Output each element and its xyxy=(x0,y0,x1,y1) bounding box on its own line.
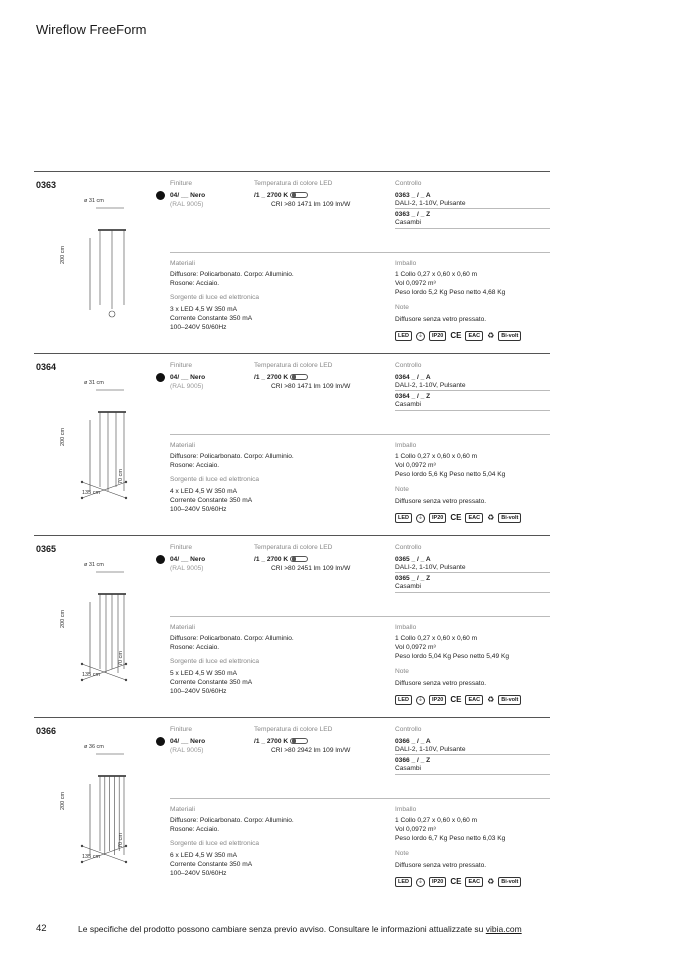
control-divider-2 xyxy=(395,774,550,775)
control-z-desc: Casambi xyxy=(395,219,422,226)
finish-swatch-black[interactable] xyxy=(156,737,165,746)
certification-icons xyxy=(395,331,521,341)
led-icon: LED xyxy=(395,331,412,341)
pack-volume: Vol 0,0972 m³ xyxy=(395,826,436,833)
ce-icon: CE xyxy=(450,695,462,704)
temp-code: /1 _ 2700 K xyxy=(254,738,289,745)
control-a-code: 0366 _ / _ A xyxy=(395,738,431,745)
product-block xyxy=(34,171,550,353)
eac-icon: EAC xyxy=(465,331,483,341)
materials-heading: Materiali xyxy=(170,624,195,631)
bivolt-icon: Bi-volt xyxy=(498,695,521,705)
section-divider xyxy=(170,252,550,253)
product-drawing xyxy=(46,372,156,522)
finish-code: 04/ __ Nero xyxy=(170,192,206,199)
top-view-node xyxy=(81,861,83,863)
side-label: 70 cm xyxy=(118,833,124,848)
light-source-heading: Sorgente di luce ed elettronica xyxy=(170,658,260,665)
top-view-node xyxy=(81,497,83,499)
recycle-icon: ♻ xyxy=(487,331,495,340)
led-spec: 6 x LED 4,5 W 350 mA xyxy=(170,852,238,859)
ip20-icon: IP20 xyxy=(429,695,446,705)
pack-volume: Vol 0,0972 m³ xyxy=(395,280,436,287)
height-label: 200 cm xyxy=(60,427,66,446)
eac-icon: EAC xyxy=(465,695,483,705)
control-z-code: 0365 _ / _ Z xyxy=(395,575,431,582)
ip20-icon: IP20 xyxy=(429,513,446,523)
packaging-heading: Imballo xyxy=(395,442,417,449)
light-source-heading: Sorgente di luce ed elettronica xyxy=(170,840,260,847)
temp-code: /1 _ 2700 K xyxy=(254,192,289,199)
ip20-icon: IP20 xyxy=(429,877,446,887)
control-divider xyxy=(395,390,550,391)
control-heading: Controllo xyxy=(395,726,422,733)
ground-icon: ⏚ xyxy=(417,878,423,885)
finish-ral: (RAL 9005) xyxy=(170,565,204,572)
notes-heading: Note xyxy=(395,668,409,675)
bivolt-icon: Bi-volt xyxy=(498,877,521,887)
top-view-arm xyxy=(104,672,126,680)
finish-ral: (RAL 9005) xyxy=(170,747,204,754)
certification-icons xyxy=(395,695,521,705)
pack-volume: Vol 0,0972 m³ xyxy=(395,644,436,651)
led-spec: 3 x LED 4,5 W 350 mA xyxy=(170,306,238,313)
product-drawing xyxy=(46,554,156,704)
control-divider-2 xyxy=(395,410,550,411)
recycle-icon: ♻ xyxy=(487,877,495,886)
voltage-spec: 100–240V 50/60Hz xyxy=(170,324,227,331)
materials-text-1: Diffusore: Policarbonato. Corpo: Alluminio. xyxy=(170,453,294,460)
cri-value: CRI >80 2451 lm 109 lm/W xyxy=(271,565,351,572)
pack-dims: 1 Collo 0,27 x 0,60 x 0,60 m xyxy=(395,817,478,824)
top-view-node xyxy=(81,663,83,665)
cri-value: CRI >80 1471 lm 109 lm/W xyxy=(271,383,351,390)
control-z-code: 0363 _ / _ Z xyxy=(395,211,431,218)
finish-code: 04/ __ Nero xyxy=(170,556,206,563)
materials-text-2: Rosone: Acciaio. xyxy=(170,462,220,469)
control-a-desc: DALI-2, 1-10V, Pulsante xyxy=(395,382,466,389)
voltage-spec: 100–240V 50/60Hz xyxy=(170,506,227,513)
cri-value: CRI >80 2942 lm 109 lm/W xyxy=(271,747,351,754)
span-label: 135 cm xyxy=(82,490,101,496)
side-label: 70 cm xyxy=(118,469,124,484)
temp-code: /1 _ 2700 K xyxy=(254,556,289,563)
pack-volume: Vol 0,0972 m³ xyxy=(395,462,436,469)
control-divider-2 xyxy=(395,228,550,229)
control-divider xyxy=(395,754,550,755)
section-divider xyxy=(170,434,550,435)
materials-text-1: Diffusore: Policarbonato. Corpo: Alluminio. xyxy=(170,635,294,642)
notes-text: Diffusore senza vetro pressato. xyxy=(395,316,487,323)
current-spec: Corrente Constante 350 mA xyxy=(170,679,253,686)
diameter-label: ø 36 cm xyxy=(84,744,104,750)
vibia-link[interactable]: vibia.com xyxy=(485,924,522,934)
finish-code: 04/ __ Nero xyxy=(170,738,206,745)
span-label: 135 cm xyxy=(82,854,101,860)
control-heading: Controllo xyxy=(395,362,422,369)
pack-dims: 1 Collo 0,27 x 0,60 x 0,60 m xyxy=(395,453,478,460)
recycle-icon: ♻ xyxy=(487,695,495,704)
materials-text-2: Rosone: Acciaio. xyxy=(170,826,220,833)
materials-text-2: Rosone: Acciaio. xyxy=(170,280,220,287)
voltage-spec: 100–240V 50/60Hz xyxy=(170,688,227,695)
top-view-node xyxy=(125,861,127,863)
height-label: 200 cm xyxy=(60,245,66,264)
recycle-icon: ♻ xyxy=(487,513,495,522)
color-temp-value xyxy=(254,373,308,382)
ip20-icon: IP20 xyxy=(429,331,446,341)
ce-icon: CE xyxy=(450,331,462,340)
section-divider xyxy=(170,798,550,799)
pendant-tip xyxy=(109,311,115,317)
materials-heading: Materiali xyxy=(170,260,195,267)
certification-icons xyxy=(395,513,521,523)
product-code: 0363 xyxy=(36,180,57,190)
span-label: 135 cm xyxy=(82,672,101,678)
ce-icon: CE xyxy=(450,877,462,886)
finish-swatch-black[interactable] xyxy=(156,555,165,564)
control-z-code: 0366 _ / _ Z xyxy=(395,757,431,764)
finishes-heading: Finiture xyxy=(170,180,192,187)
finishes-heading: Finiture xyxy=(170,362,192,369)
led-icon: LED xyxy=(395,877,412,887)
packaging-heading: Imballo xyxy=(395,624,417,631)
temp-code: /1 _ 2700 K xyxy=(254,374,289,381)
color-temp-heading: Temperatura di colore LED xyxy=(254,544,333,551)
control-a-code: 0363 _ / _ A xyxy=(395,192,431,199)
product-block xyxy=(34,353,550,535)
product-drawing xyxy=(46,736,156,886)
bivolt-icon: Bi-volt xyxy=(498,513,521,523)
top-view-node xyxy=(81,679,83,681)
control-divider xyxy=(395,208,550,209)
materials-text-1: Diffusore: Policarbonato. Corpo: Alluminio. xyxy=(170,271,294,278)
color-temp-value xyxy=(254,555,308,564)
ground-icon: ⏚ xyxy=(417,696,423,703)
light-source-heading: Sorgente di luce ed elettronica xyxy=(170,294,260,301)
materials-heading: Materiali xyxy=(170,806,195,813)
pack-weights: Peso lordo 5,6 Kg Peso netto 5,04 Kg xyxy=(395,471,506,478)
color-temp-value xyxy=(254,737,308,746)
top-view-arm xyxy=(82,482,104,490)
materials-text-2: Rosone: Acciaio. xyxy=(170,644,220,651)
materials-text-1: Diffusore: Policarbonato. Corpo: Alluminio. xyxy=(170,817,294,824)
top-view-node xyxy=(125,845,127,847)
light-source-heading: Sorgente di luce ed elettronica xyxy=(170,476,260,483)
dimmer-icon xyxy=(290,374,308,380)
notes-text: Diffusore senza vetro pressato. xyxy=(395,498,487,505)
current-spec: Corrente Constante 350 mA xyxy=(170,861,253,868)
notes-text: Diffusore senza vetro pressato. xyxy=(395,680,487,687)
pack-weights: Peso lordo 6,7 Kg Peso netto 6,03 Kg xyxy=(395,835,506,842)
finish-code: 04/ __ Nero xyxy=(170,374,206,381)
control-heading: Controllo xyxy=(395,180,422,187)
diameter-label: ø 31 cm xyxy=(84,198,104,204)
control-divider-2 xyxy=(395,592,550,593)
height-label: 200 cm xyxy=(60,791,66,810)
section-divider xyxy=(170,616,550,617)
control-a-desc: DALI-2, 1-10V, Pulsante xyxy=(395,564,466,571)
page-title: Wireflow FreeForm xyxy=(36,22,147,37)
ground-icon: ⏚ xyxy=(417,332,423,339)
led-icon: LED xyxy=(395,513,412,523)
control-z-desc: Casambi xyxy=(395,401,422,408)
pack-dims: 1 Collo 0,27 x 0,60 x 0,60 m xyxy=(395,635,478,642)
product-block xyxy=(34,717,550,899)
finishes-heading: Finiture xyxy=(170,726,192,733)
ground-icon: ⏚ xyxy=(417,514,423,521)
cri-value: CRI >80 1471 lm 109 lm/W xyxy=(271,201,351,208)
control-heading: Controllo xyxy=(395,544,422,551)
pack-weights: Peso lordo 5,04 Kg Peso netto 5,49 Kg xyxy=(395,653,510,660)
led-icon: LED xyxy=(395,695,412,705)
notes-text: Diffusore senza vetro pressato. xyxy=(395,862,487,869)
eac-icon: EAC xyxy=(465,513,483,523)
materials-heading: Materiali xyxy=(170,442,195,449)
color-temp-value xyxy=(254,191,308,200)
pack-weights: Peso lordo 5,2 Kg Peso netto 4,68 Kg xyxy=(395,289,506,296)
product-drawing xyxy=(46,190,156,340)
control-divider xyxy=(395,572,550,573)
top-view-node xyxy=(81,481,83,483)
height-label: 200 cm xyxy=(60,609,66,628)
top-view-arm xyxy=(104,854,126,862)
top-view-node xyxy=(125,679,127,681)
product-code: 0365 xyxy=(36,544,57,554)
finishes-heading: Finiture xyxy=(170,544,192,551)
control-a-code: 0364 _ / _ A xyxy=(395,374,431,381)
product-code: 0364 xyxy=(36,362,57,372)
top-view-node xyxy=(81,845,83,847)
color-temp-heading: Temperatura di colore LED xyxy=(254,362,333,369)
voltage-spec: 100–240V 50/60Hz xyxy=(170,870,227,877)
side-label: 70 cm xyxy=(118,651,124,666)
diameter-label: ø 31 cm xyxy=(84,380,104,386)
current-spec: Corrente Constante 350 mA xyxy=(170,315,253,322)
top-view-node xyxy=(125,481,127,483)
packaging-heading: Imballo xyxy=(395,806,417,813)
color-temp-heading: Temperatura di colore LED xyxy=(254,726,333,733)
top-view-arm xyxy=(82,846,104,854)
control-z-desc: Casambi xyxy=(395,765,422,772)
finish-swatch-black[interactable] xyxy=(156,191,165,200)
product-code: 0366 xyxy=(36,726,57,736)
top-view-node xyxy=(125,663,127,665)
eac-icon: EAC xyxy=(465,877,483,887)
control-a-desc: DALI-2, 1-10V, Pulsante xyxy=(395,746,466,753)
top-view-arm xyxy=(82,664,104,672)
top-view-arm xyxy=(104,490,126,498)
footer-disclaimer: Le specifiche del prodotto possono cambiare senza previo avviso. Consultare le informazioni attualizzate su xyxy=(78,924,484,934)
notes-heading: Note xyxy=(395,304,409,311)
control-z-code: 0364 _ / _ Z xyxy=(395,393,431,400)
control-z-desc: Casambi xyxy=(395,583,422,590)
certification-icons xyxy=(395,877,521,887)
led-spec: 5 x LED 4,5 W 350 mA xyxy=(170,670,238,677)
bivolt-icon: Bi-volt xyxy=(498,331,521,341)
current-spec: Corrente Constante 350 mA xyxy=(170,497,253,504)
pack-dims: 1 Collo 0,27 x 0,60 x 0,60 m xyxy=(395,271,478,278)
finish-swatch-black[interactable] xyxy=(156,373,165,382)
control-a-desc: DALI-2, 1-10V, Pulsante xyxy=(395,200,466,207)
color-temp-heading: Temperatura di colore LED xyxy=(254,180,333,187)
dimmer-icon xyxy=(290,556,308,562)
led-spec: 4 x LED 4,5 W 350 mA xyxy=(170,488,238,495)
page-number: 42 xyxy=(36,923,47,934)
ce-icon: CE xyxy=(450,513,462,522)
product-block xyxy=(34,535,550,717)
dimmer-icon xyxy=(290,192,308,198)
control-a-code: 0365 _ / _ A xyxy=(395,556,431,563)
packaging-heading: Imballo xyxy=(395,260,417,267)
dimmer-icon xyxy=(290,738,308,744)
top-view-node xyxy=(125,497,127,499)
notes-heading: Note xyxy=(395,850,409,857)
finish-ral: (RAL 9005) xyxy=(170,201,204,208)
diameter-label: ø 31 cm xyxy=(84,562,104,568)
footer-text xyxy=(78,924,522,934)
finish-ral: (RAL 9005) xyxy=(170,383,204,390)
notes-heading: Note xyxy=(395,486,409,493)
